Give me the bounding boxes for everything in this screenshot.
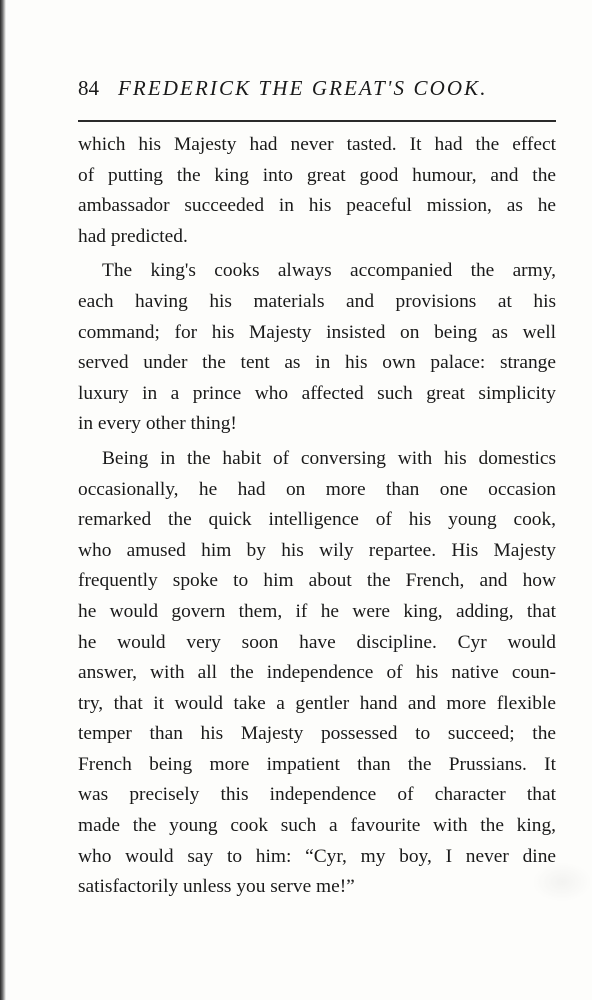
- text-line: remarked the quick intelligence of his young cook,: [78, 509, 556, 531]
- text-line: in every other thing!: [78, 413, 237, 435]
- text-line: each having his materials and provisions at his: [78, 290, 556, 312]
- paragraph-3: [78, 444, 556, 903]
- running-head: FREDERICK THE GREAT'S COOK.: [118, 76, 488, 100]
- text-line: temper than his Majesty possessed to succeed; the: [78, 723, 556, 745]
- text-line: served under the tent as in his own palace: strange: [78, 352, 556, 374]
- page-header: [78, 72, 538, 106]
- text-line: satisfactorily unless you serve me!”: [78, 876, 355, 898]
- text-line: ambassador succeeded in his peaceful mission, as he: [78, 195, 556, 217]
- show-through-shadow: [532, 862, 592, 902]
- text-line: answer, with all the independence of his native coun-: [78, 662, 556, 684]
- text-line: he would very soon have discipline. Cyr would: [78, 631, 556, 653]
- text-line: occasionally, he had on more than one occasion: [78, 478, 556, 500]
- text-line: who amused him by his wily repartee. His Majesty: [78, 539, 556, 561]
- text-line: of putting the king into great good humour, and the: [78, 164, 556, 186]
- text-line: The king's cooks always accompanied the army,: [102, 260, 556, 282]
- page-binding-edge: [0, 0, 6, 1000]
- text-line: had predicted.: [78, 225, 188, 247]
- body-text: [78, 130, 556, 907]
- text-line: made the young cook such a favourite with the king,: [78, 815, 556, 837]
- paragraph-2: [78, 256, 556, 440]
- page-number: 84: [78, 76, 99, 100]
- text-line: frequently spoke to him about the French, and how: [78, 570, 556, 592]
- paragraph-1: [78, 130, 556, 252]
- text-line: Being in the habit of conversing with his domestics: [102, 447, 556, 469]
- text-line: French being more impatient than the Prussians. It: [78, 753, 556, 775]
- text-line: was precisely this independence of character that: [78, 784, 556, 806]
- text-line: he would govern them, if he were king, adding, that: [78, 600, 556, 622]
- text-line: who would say to him: “Cyr, my boy, I never dine: [78, 845, 556, 867]
- header-rule: [78, 120, 556, 122]
- text-line: which his Majesty had never tasted. It had the effect: [78, 134, 556, 155]
- text-line: try, that it would take a gentler hand and more flexible: [78, 692, 556, 714]
- text-line: luxury in a prince who affected such great simplicity: [78, 382, 556, 404]
- text-line: command; for his Majesty insisted on being as well: [78, 321, 556, 343]
